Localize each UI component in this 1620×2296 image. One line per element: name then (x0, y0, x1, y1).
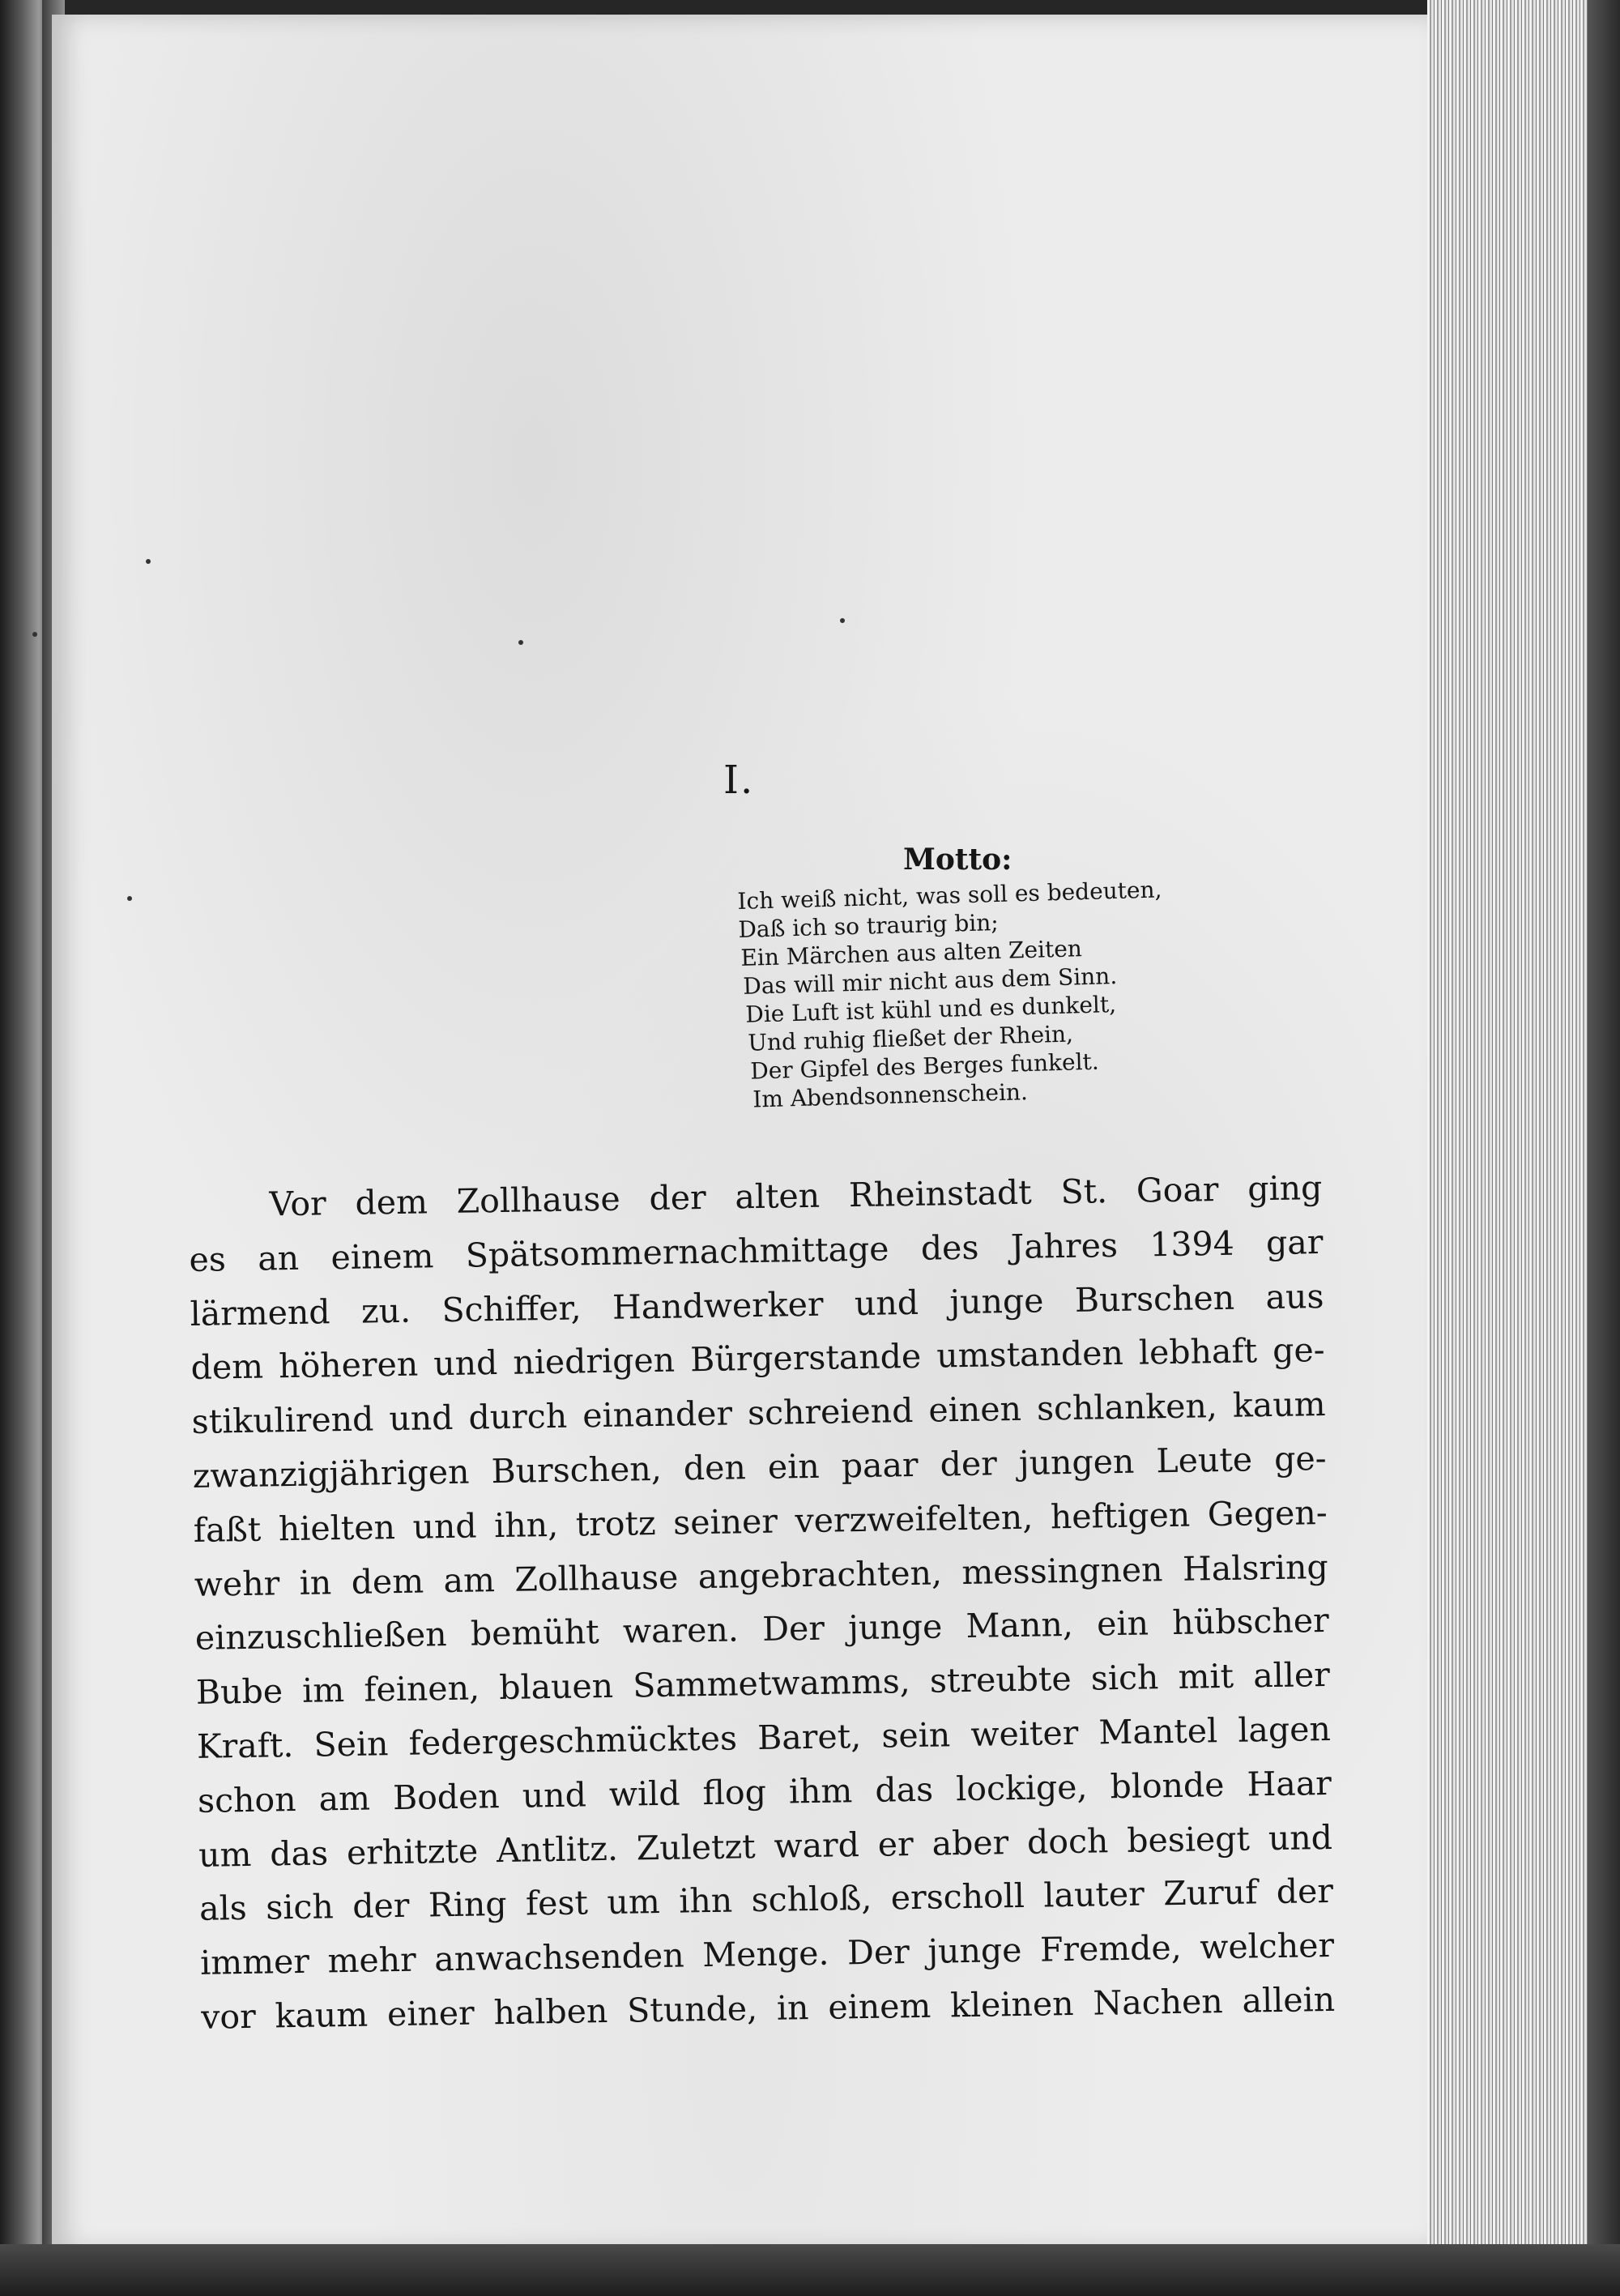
word: zu. (360, 1291, 411, 1331)
word: Der (846, 1932, 910, 1973)
chapter-number: I. (723, 758, 755, 803)
word: schon (197, 1779, 296, 1820)
word: junge (927, 1931, 1022, 1971)
word: wild (608, 1773, 680, 1814)
word: Fremde, (1039, 1928, 1183, 1970)
word: 1394 (1149, 1223, 1235, 1265)
word: angebrachten, (697, 1553, 943, 1596)
word: einander (582, 1393, 733, 1436)
word: in (776, 1988, 809, 2028)
word: immer (199, 1941, 310, 1983)
word: erhitzte (346, 1831, 479, 1872)
word: lockige, (955, 1767, 1088, 1808)
word: und (433, 1343, 498, 1384)
word: einer (386, 1993, 475, 2034)
word: und (389, 1398, 454, 1439)
word: Handwerker (612, 1284, 824, 1327)
word: dem (355, 1182, 428, 1223)
word: der (1276, 1871, 1334, 1912)
word: des (920, 1227, 979, 1268)
word: am (318, 1778, 371, 1819)
word: er (877, 1824, 914, 1864)
word: Baret, (757, 1717, 862, 1758)
word: paar (841, 1445, 919, 1486)
word: federgeschmücktes (408, 1718, 738, 1763)
word: sich (1090, 1658, 1159, 1698)
word: schlanken, (1036, 1386, 1218, 1428)
word: Halsring (1182, 1547, 1329, 1589)
word: um (198, 1834, 252, 1875)
word: einem (827, 1986, 932, 2027)
motto-line: Der Gipfel des Berges funkelt. (749, 1048, 1100, 1085)
word: St. (1060, 1171, 1108, 1212)
word: Zuletzt (636, 1826, 756, 1867)
word: Mann, (966, 1605, 1074, 1646)
word: Rheinstadt (848, 1172, 1033, 1215)
word: höheren (278, 1344, 419, 1386)
word: Sammetwamms, (632, 1662, 911, 1705)
word: seiner (672, 1501, 778, 1543)
word: zwanzigjährigen (192, 1452, 470, 1496)
motto-line: Daß ich so traurig bin; (738, 909, 1000, 943)
word: faßt (193, 1509, 262, 1550)
word: Vor (269, 1184, 327, 1224)
word: Kraft. (196, 1726, 294, 1766)
word: flog (702, 1772, 767, 1812)
word: durch (468, 1396, 568, 1437)
word: ward (774, 1824, 860, 1866)
word: Haar (1247, 1763, 1332, 1804)
word: trotz (575, 1503, 656, 1544)
body-text (188, 1161, 1336, 2045)
word: ein (1096, 1603, 1149, 1644)
word: um (607, 1882, 661, 1923)
word: der (352, 1886, 410, 1927)
word: mehr (327, 1940, 417, 1981)
word: ihm (788, 1770, 853, 1812)
word: wehr (194, 1563, 280, 1604)
word: und (522, 1775, 587, 1816)
word: Zollhause (514, 1557, 679, 1599)
word: Der (761, 1609, 825, 1649)
motto-line: Ein Märchen aus alten Zeiten (740, 935, 1083, 971)
word: junge (949, 1281, 1044, 1321)
word: feinen, (364, 1668, 480, 1709)
word: erscholl (890, 1876, 1025, 1918)
word: junge (847, 1607, 943, 1648)
word: Zuruf (1162, 1872, 1258, 1914)
word: lauter (1043, 1874, 1145, 1915)
word: schloß, (751, 1879, 872, 1920)
word: es (189, 1240, 227, 1279)
word: Burschen (1074, 1278, 1235, 1320)
word: das (269, 1833, 329, 1874)
word: bemüht (470, 1612, 600, 1654)
word: lagen (1237, 1709, 1332, 1750)
word: aller (1252, 1655, 1331, 1696)
word: lärmend (190, 1291, 330, 1334)
motto-label: Motto: (903, 843, 1013, 877)
word: Bürgerstande (689, 1337, 922, 1380)
word: kaum (275, 1995, 369, 2036)
word: alten (735, 1176, 821, 1217)
word: der (649, 1177, 706, 1218)
word: halben (493, 1991, 608, 2033)
word: sich (265, 1887, 335, 1927)
word: Gegen- (1207, 1492, 1328, 1534)
word: lebhaft (1138, 1331, 1258, 1372)
word: messingnen (961, 1549, 1163, 1592)
word: das (875, 1769, 934, 1810)
word: ge- (1272, 1330, 1325, 1371)
word: niedrigen (513, 1340, 676, 1383)
word: streubte (929, 1659, 1072, 1701)
word: Schiffer, (441, 1287, 582, 1329)
word: sein (880, 1715, 951, 1756)
word: stikulirend (191, 1399, 374, 1442)
word: Burschen, (491, 1449, 663, 1492)
word: hübscher (1171, 1601, 1330, 1643)
word: an (257, 1238, 300, 1278)
word: Leute (1156, 1440, 1253, 1481)
word: ihn (678, 1880, 733, 1921)
word: ein (767, 1446, 821, 1487)
word: umstanden (936, 1334, 1124, 1376)
word: Sein (313, 1724, 389, 1765)
word: im (301, 1671, 345, 1711)
motto-line: Im Abendsonnenschein. (752, 1078, 1029, 1113)
word: schreiend (747, 1391, 914, 1433)
word: anwachsenden (433, 1935, 685, 1979)
word: besiegt (1126, 1819, 1251, 1860)
word: Goar (1136, 1170, 1219, 1210)
word: aus (1265, 1276, 1324, 1317)
motto-line: Die Luft ist kühl und es dunkelt, (744, 990, 1117, 1028)
word: Antlitz. (496, 1829, 619, 1870)
word: welcher (1199, 1926, 1335, 1967)
word: der (940, 1444, 998, 1484)
word: Boden (392, 1776, 501, 1817)
word: den (683, 1448, 747, 1488)
word: als (198, 1888, 248, 1929)
word: und (1268, 1817, 1333, 1858)
word: dem (351, 1561, 424, 1602)
word: heftigen (1050, 1495, 1191, 1537)
word: einzuschließen (194, 1615, 448, 1658)
word: Zollhause (456, 1179, 621, 1221)
word: in (299, 1562, 332, 1603)
word: Nachen (1093, 1982, 1224, 2023)
word: Stunde, (626, 1989, 758, 2030)
word: hielten (278, 1507, 396, 1549)
word: Bube (195, 1671, 284, 1713)
word: blonde (1110, 1765, 1225, 1806)
word: allein (1242, 1979, 1336, 2021)
word: fest (525, 1883, 589, 1923)
word: Menge. (701, 1933, 829, 1975)
word: verzweifelten, (795, 1497, 1034, 1541)
word: und (854, 1282, 919, 1323)
word: Ring (428, 1884, 507, 1925)
word: blauen (498, 1667, 614, 1708)
word: einen (928, 1389, 1022, 1430)
word: aber (932, 1822, 1009, 1863)
motto-line: Und ruhig fließet der Rhein, (747, 1020, 1074, 1056)
word: vor (200, 1996, 257, 2037)
facing-page-edge (0, 0, 49, 2296)
word: Mantel (1098, 1711, 1218, 1752)
motto-line: Ich weiß nicht, was soll es bedeuten, (737, 876, 1162, 915)
word: kaum (1232, 1385, 1326, 1425)
word: dem (190, 1346, 264, 1388)
word: und (412, 1506, 477, 1547)
word: gar (1265, 1222, 1324, 1262)
page-block-edges (1427, 0, 1620, 2296)
word: weiter (970, 1713, 1079, 1754)
word: ihn, (493, 1504, 559, 1545)
word: jungen (1018, 1441, 1135, 1483)
word: am (443, 1560, 496, 1600)
word: Jahres (1010, 1225, 1119, 1266)
motto-poem (737, 873, 1230, 1114)
bottom-shadow (0, 2244, 1620, 2296)
word: Spätsommernachmittage (465, 1229, 889, 1275)
word: ge- (1273, 1438, 1327, 1479)
motto-line: Das will mir nicht aus dem Sinn. (742, 962, 1118, 1000)
word: ging (1247, 1168, 1323, 1209)
word: kleinen (949, 1983, 1074, 2025)
word: waren. (622, 1610, 740, 1652)
word: einem (330, 1236, 434, 1278)
word: mit (1178, 1656, 1234, 1697)
word: doch (1026, 1820, 1109, 1862)
